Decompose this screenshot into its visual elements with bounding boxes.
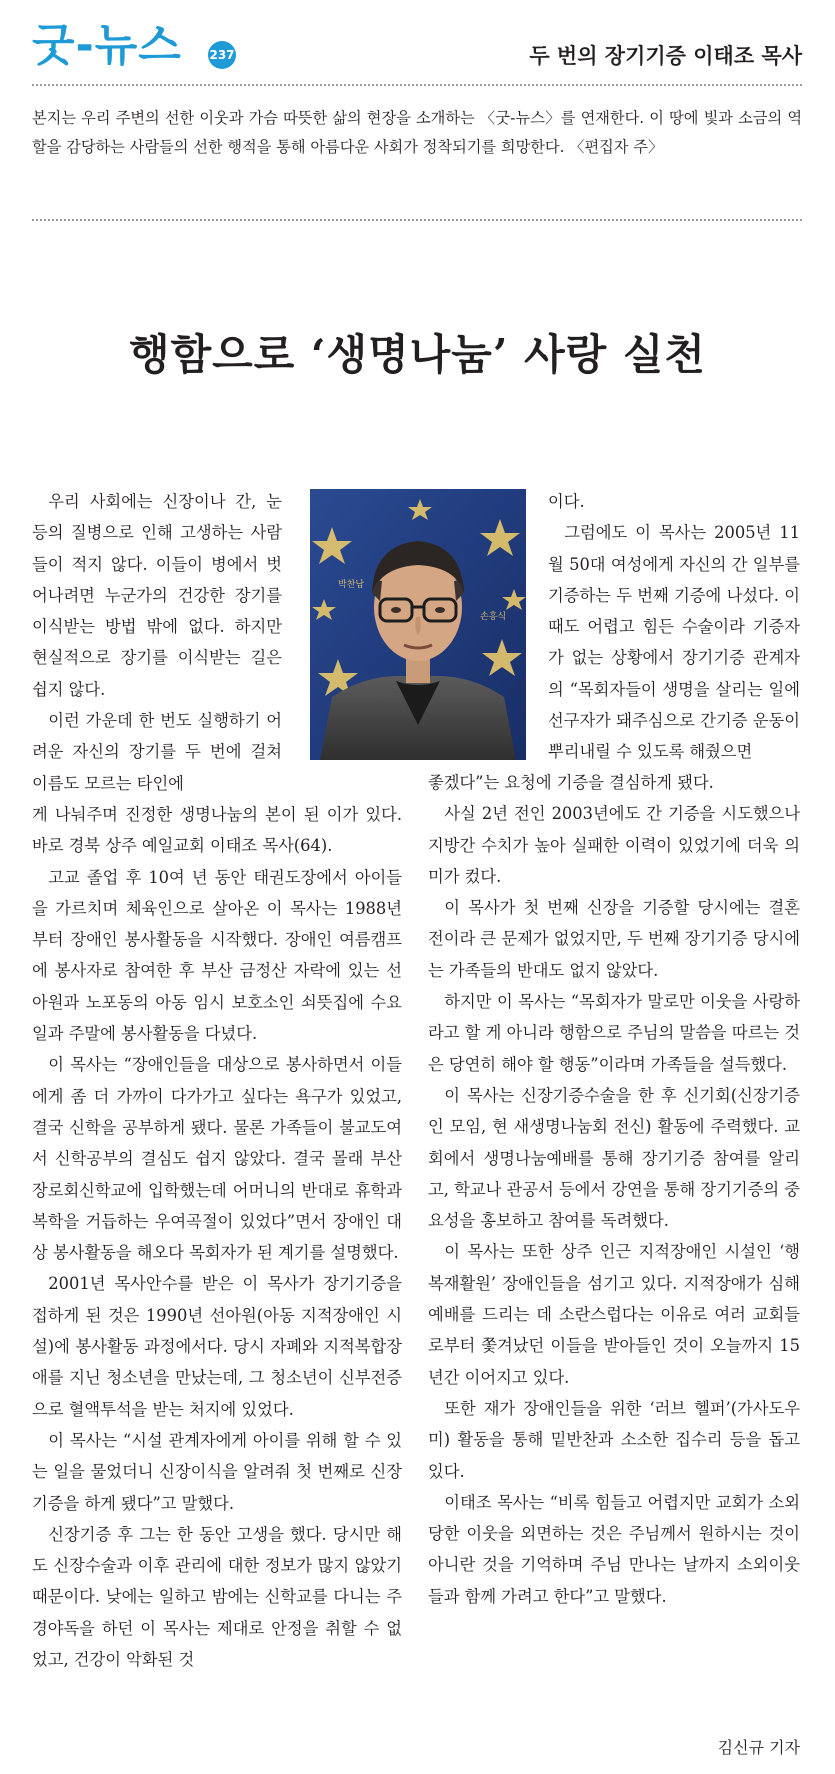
paragraph: 이다. xyxy=(548,492,585,511)
paragraph: 이 목사는 “장애인들을 대상으로 봉사하면서 이들에게 좀 더 가까이 다가가고 싶다는 욕구가 있었고, 결국 신학을 공부하게 됐다. 물론 가족들이 불교도여서 신학공부의 결심도 쉽지 않았다. 결국 몰래 부산장로회신학교에 입학했는데 어머니의 반대로 휴학과 복학을 거듭하는 우여곡절이 있었다”면서 장애인 대상 봉사활동을 해오다 목회자가 된 계기를 설명했다. xyxy=(32,1055,402,1263)
paragraph: 또한 재가 장애인들을 위한 ‘러브 헬퍼’(가사도우미) 활동을 통해 밑반찬과 소소한 집수리 등을 돕고 있다. xyxy=(428,1398,800,1481)
intro-divider xyxy=(32,219,802,221)
article-column-left-top xyxy=(32,486,282,799)
paragraph: 고교 졸업 후 10여 년 동안 태권도장에서 아이들을 가르치며 체육인으로 살아온 이 목사는 1988년부터 장애인 봉사활동을 시작했다. 장애인 여름캠프에 봉사자로 참여한 후 부산 금정산 자락에 있는 선아원과 노포동의 아동 임시 보호소인 쇠뜻집에 수요일과 주말에 봉사활동을 다녔다. xyxy=(32,867,402,1044)
portrait-image xyxy=(310,489,526,760)
paragraph: 좋겠다”는 요청에 기증을 결심하게 됐다. xyxy=(428,773,714,792)
header xyxy=(32,18,802,78)
editor-note: 본지는 우리 주변의 선한 이웃과 가슴 따뜻한 삶의 현장을 소개하는 〈굿-뉴스〉를 연재한다. 이 땅에 빛과 소금의 역할을 감당하는 사람들의 선한 행적을 통해 아름다운 사회가 정착되기를 희망한다. 〈편집자 주〉 xyxy=(32,109,802,156)
paragraph: 이 목사는 “시설 관계자에게 아이를 위해 할 수 있는 일을 물었더니 신장이식을 알려줘 첫 번째로 신장기증을 하게 됐다”고 말했다. xyxy=(32,1430,402,1513)
article-column-right xyxy=(428,767,800,1612)
paragraph: 이 목사가 첫 번째 신장을 기증할 당시에는 결혼 전이라 큰 문제가 없었지만, 두 번째 장기기증 당시에는 가족들의 반대도 없지 않았다. xyxy=(428,898,800,980)
article-column-left xyxy=(32,799,402,1675)
paragraph: 게 나눠주며 진정한 생명나눔의 본이 된 이가 있다. 바로 경북 상주 예일교회 이태조 목사(64). xyxy=(32,805,402,856)
paragraph: 이 목사는 신장기증수술을 한 후 신기회(신장기증인 모임, 현 새생명나눔회 전신) 활동에 주력했다. 교회에서 생명나눔예배를 통해 장기기증 참여를 알리고, 학교나 관공서 등에서 강연을 통해 장기기증의 중요성을 홍보하고 참여를 독려했다. xyxy=(428,1085,800,1231)
backdrop-name-1: 박찬남 xyxy=(338,580,365,590)
paragraph: 그럼에도 이 목사는 2005년 11월 50대 여성에게 자신의 간 일부를 기증하는 두 번째 기증에 나섰다. 이 때도 어렵고 힘든 수술이라 기증자가 없는 상황에서 장기기증 관계자의 “목회자들이 생명을 살리는 일에 선구자가 돼주심으로 간기증 운동이 뿌리내릴 수 있도록 해줬으면 xyxy=(548,523,800,762)
paragraph: 이런 가운데 한 번도 실행하기 어려운 자신의 장기를 두 번에 걸쳐 이름도 모르는 타인에 xyxy=(32,711,282,793)
series-logo: 굿-뉴스 xyxy=(32,20,182,71)
portrait-photo xyxy=(310,489,526,760)
series-title: 두 번의 장기기증 이태조 목사 xyxy=(529,44,802,68)
article-headline: 행함으로 ‘생명나눔’ 사랑 실천 xyxy=(129,330,706,379)
paragraph: 2001년 목사안수를 받은 이 목사가 장기기증을 접하게 된 것은 1990년 선아원(아동 지적장애인 시설)에 봉사활동 과정에서다. 당시 자폐와 지적복합장애를 지닌 청소년을 만났는데, 그 청소년이 신부전증으로 혈액투석을 받는 처지에 있었다. xyxy=(32,1274,402,1419)
paragraph: 신장기증 후 그는 한 동안 고생을 했다. 당시만 해도 신장수술과 이후 관리에 대한 정보가 많지 않았기 때문이다. 낮에는 일하고 밤에는 신학교를 다니는 주경야독을 하던 이 목사는 제대로 안정을 취할 수 없었고, 건강이 악화된 것 xyxy=(32,1524,402,1670)
paragraph: 이 목사는 또한 상주 인근 지적장애인 시설인 ‘행복재활원’ 장애인들을 섬기고 있다. 지적장애가 심해 예배를 드리는 데 소란스럽다는 이유로 여러 교회들로부터 쫓겨났던 이들을 받아들인 것이 오늘까지 15년간 이어지고 있다. xyxy=(428,1242,800,1387)
paragraph: 사실 2년 전인 2003년에도 간 기증을 시도했으나 지방간 수치가 높아 실패한 이력이 있었기에 더욱 의미가 컸다. xyxy=(428,804,800,886)
top-divider xyxy=(32,84,802,86)
paragraph: 우리 사회에는 신장이나 간, 눈 등의 질병으로 인해 고생하는 사람들이 적지 않다. 이들이 병에서 벗어나려면 누군가의 건강한 장기를 이식받는 방법 밖에 없다. 하지만 현실적으로 장기를 이식받는 길은 쉽지 않다. xyxy=(32,492,282,699)
paragraph: 이태조 목사는 “비록 힘들고 어렵지만 교회가 소외당한 이웃을 외면하는 것은 주님께서 원하시는 것이 아니란 것을 기억하며 주님 만나는 날까지 소외이웃들과 함께 가려고 한다”고 말했다. xyxy=(428,1492,800,1606)
article-column-right-top xyxy=(548,486,800,768)
backdrop-name-2: 손흥식 xyxy=(480,612,507,622)
byline: 김신규 기자 xyxy=(717,1738,800,1757)
paragraph: 하지만 이 목사는 “목회자가 말로만 이웃을 사랑하라고 할 게 아니라 행함으로 주님의 말씀을 따르는 것은 당연히 해야 할 행동”이라며 가족들을 설득했다. xyxy=(428,992,800,1074)
issue-number-badge: 237 xyxy=(208,41,236,69)
